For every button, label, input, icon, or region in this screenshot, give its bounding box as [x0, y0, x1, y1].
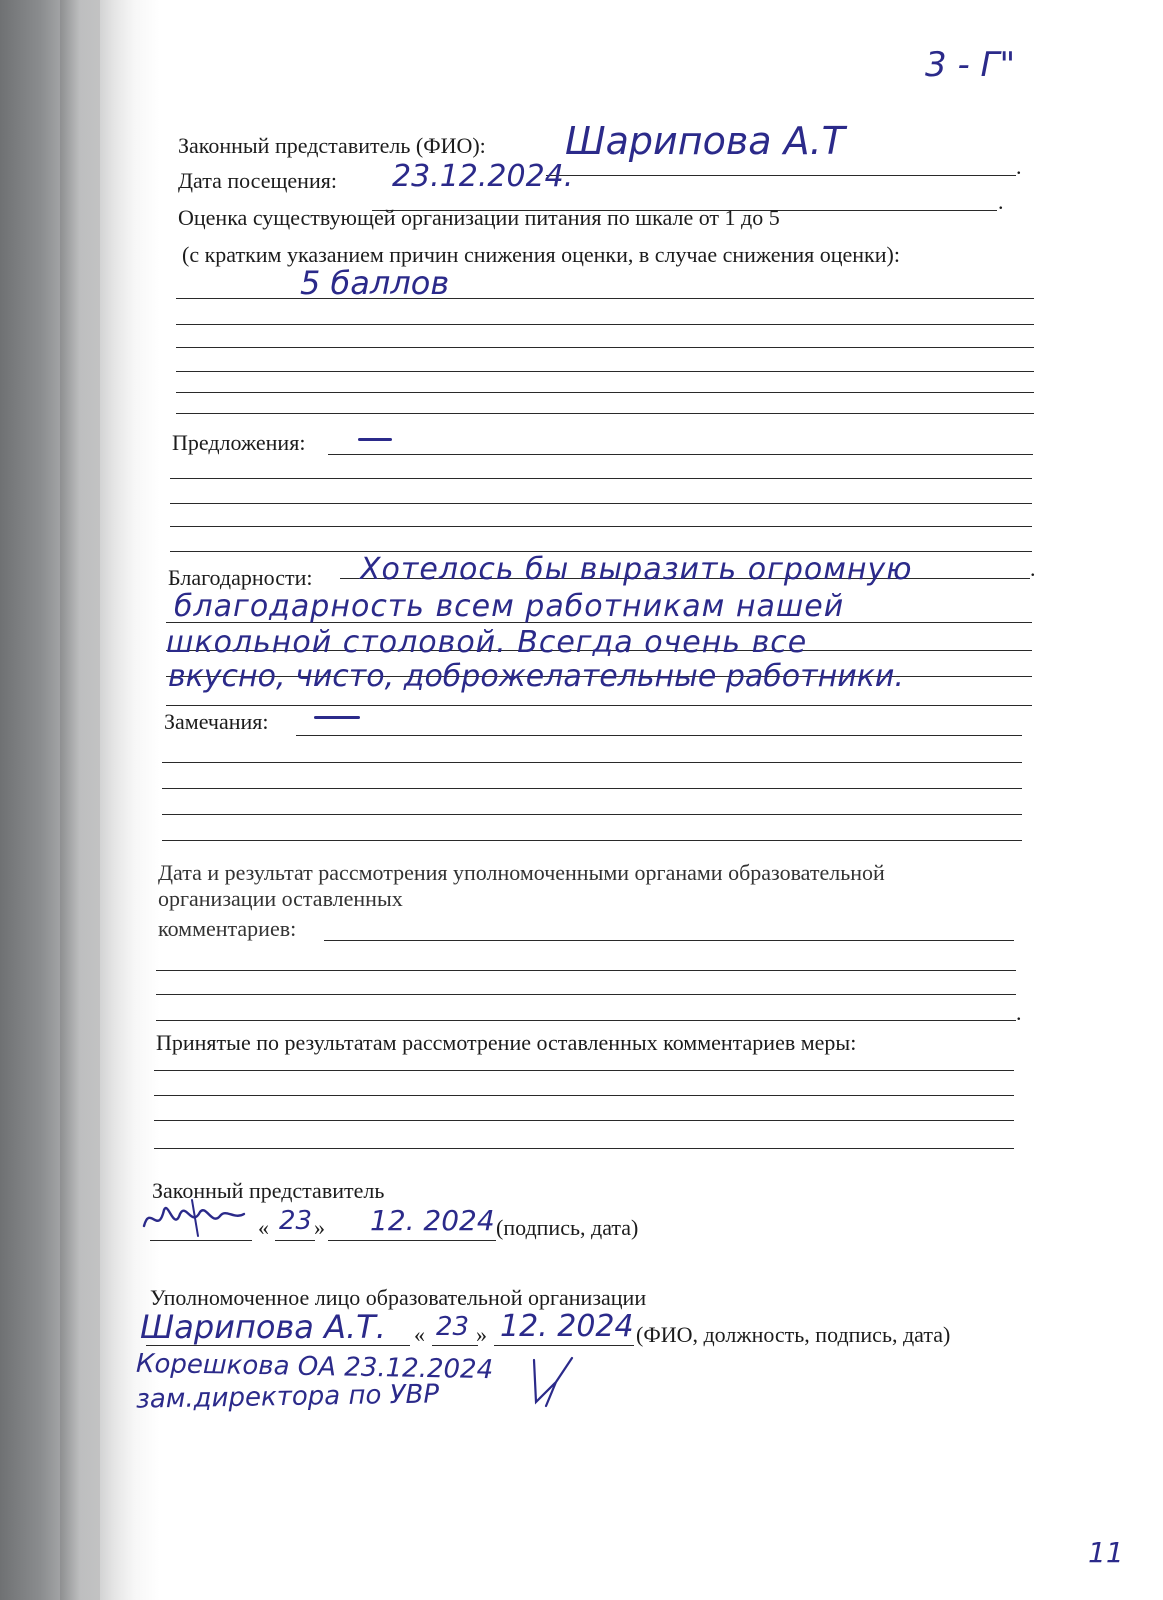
line-dot: . — [998, 189, 1004, 214]
remarks-line-1 — [296, 735, 1022, 736]
rating-line-2 — [176, 324, 1034, 325]
rep-day[interactable]: 23 — [279, 1206, 313, 1236]
rating-line-3 — [176, 347, 1034, 348]
official-note-line1[interactable]: Корешкова ОА 23.12.2024 — [135, 1348, 494, 1386]
thanks-text-line-3[interactable]: школьной столовой. Всегда очень все — [166, 625, 808, 660]
rating-line-1 — [176, 298, 1034, 299]
representative-line — [546, 175, 1016, 176]
rating-label-line1: Оценка существующей организации питания по шкале от 1 до 5 — [178, 205, 780, 230]
remarks-label: Замечания: — [164, 709, 269, 734]
rep-hint: (подпись, дата) — [496, 1215, 639, 1240]
rep-title: Законный представитель — [152, 1178, 385, 1203]
rep-quote-open: « — [258, 1215, 269, 1240]
rep-quote-close: » — [314, 1215, 325, 1240]
review-line-1 — [324, 940, 1014, 941]
representative-label: Законный представитель (ФИО): — [178, 133, 486, 158]
official-date-line — [494, 1345, 634, 1346]
remarks-line-5 — [162, 840, 1022, 841]
remarks-line-4 — [162, 814, 1022, 815]
rating-line-5 — [176, 392, 1034, 393]
line-dot: . — [1016, 1000, 1022, 1025]
thanks-label: Благодарности: — [168, 565, 313, 590]
official-day[interactable]: 23 — [436, 1312, 470, 1342]
official-hint: (ФИО, должность, подпись, дата) — [636, 1322, 951, 1347]
rep-date-line — [328, 1240, 496, 1241]
rep-signature — [140, 1196, 250, 1242]
line-dot: . — [1016, 154, 1022, 179]
rating-line-6 — [176, 413, 1034, 414]
official-name-line — [146, 1345, 410, 1346]
proposals-dash-mark — [358, 438, 392, 441]
visit-date-label: Дата посещения: — [178, 168, 337, 193]
thanks-line-5 — [166, 705, 1032, 706]
review-line-2 — [156, 970, 1016, 971]
line-dot: . — [1030, 556, 1036, 581]
rep-date[interactable]: 12. 2024 — [370, 1204, 495, 1237]
rep-signature-line — [150, 1240, 252, 1241]
rating-line-4 — [176, 371, 1034, 372]
remarks-dash-mark — [314, 716, 360, 719]
measures-line-1 — [154, 1070, 1014, 1071]
proposals-line-3 — [170, 503, 1032, 504]
measures-label: Принятые по результатам рассмотрение оставленных комментариев меры: — [156, 1030, 857, 1055]
thanks-text-line-4[interactable]: вкусно, чисто, доброжелательные работники. — [168, 659, 904, 694]
official-note-line2[interactable]: зам.директора по УВР — [135, 1379, 440, 1415]
proposals-value[interactable] — [1040, 420, 1041, 450]
class-mark: 3 - Г" — [925, 45, 1016, 85]
official-date[interactable]: 12. 2024 — [500, 1309, 634, 1344]
representative-value[interactable]: Шарипова А.Т — [565, 119, 845, 163]
proposals-label: Предложения: — [172, 430, 306, 455]
proposals-line-4 — [170, 526, 1032, 527]
remarks-value[interactable] — [1040, 700, 1041, 730]
official-day-line — [432, 1345, 478, 1346]
review-label-line2: организации оставленных — [158, 886, 403, 911]
measures-line-3 — [154, 1120, 1014, 1121]
official-quote-open: « — [414, 1322, 425, 1347]
thanks-text-line-2[interactable]: благодарность всем работникам нашей — [174, 589, 845, 624]
review-line-4 — [156, 1020, 1016, 1021]
remarks-line-2 — [162, 762, 1022, 763]
official-title: Уполномоченное лицо образовательной организации — [150, 1285, 647, 1310]
remarks-line-3 — [162, 788, 1022, 789]
proposals-line-2 — [170, 478, 1032, 479]
official-quote-close: » — [476, 1322, 487, 1347]
review-label-line1: Дата и результат рассмотрения уполномоченными органами образовательной — [158, 860, 885, 885]
thanks-text-line-1[interactable]: Хотелось бы выразить огромную — [360, 552, 913, 587]
review-label-line3: комментариев: — [158, 916, 297, 941]
rating-value[interactable]: 5 баллов — [300, 264, 450, 302]
proposals-line-1 — [328, 454, 1033, 455]
visit-date-value[interactable]: 23.12.2024. — [392, 159, 574, 194]
measures-line-4 — [154, 1148, 1014, 1149]
review-line-3 — [156, 994, 1016, 995]
rating-label-line2: (с кратким указанием причин снижения оценки, в случае снижения оценки): — [182, 242, 900, 267]
rep-day-line — [275, 1240, 315, 1241]
official-signature — [526, 1352, 586, 1412]
page-number: 11 — [1088, 1536, 1124, 1569]
official-name[interactable]: Шарипова А.Т. — [140, 1308, 386, 1346]
page-fold-shadow — [60, 0, 100, 1600]
measures-line-2 — [154, 1095, 1014, 1096]
